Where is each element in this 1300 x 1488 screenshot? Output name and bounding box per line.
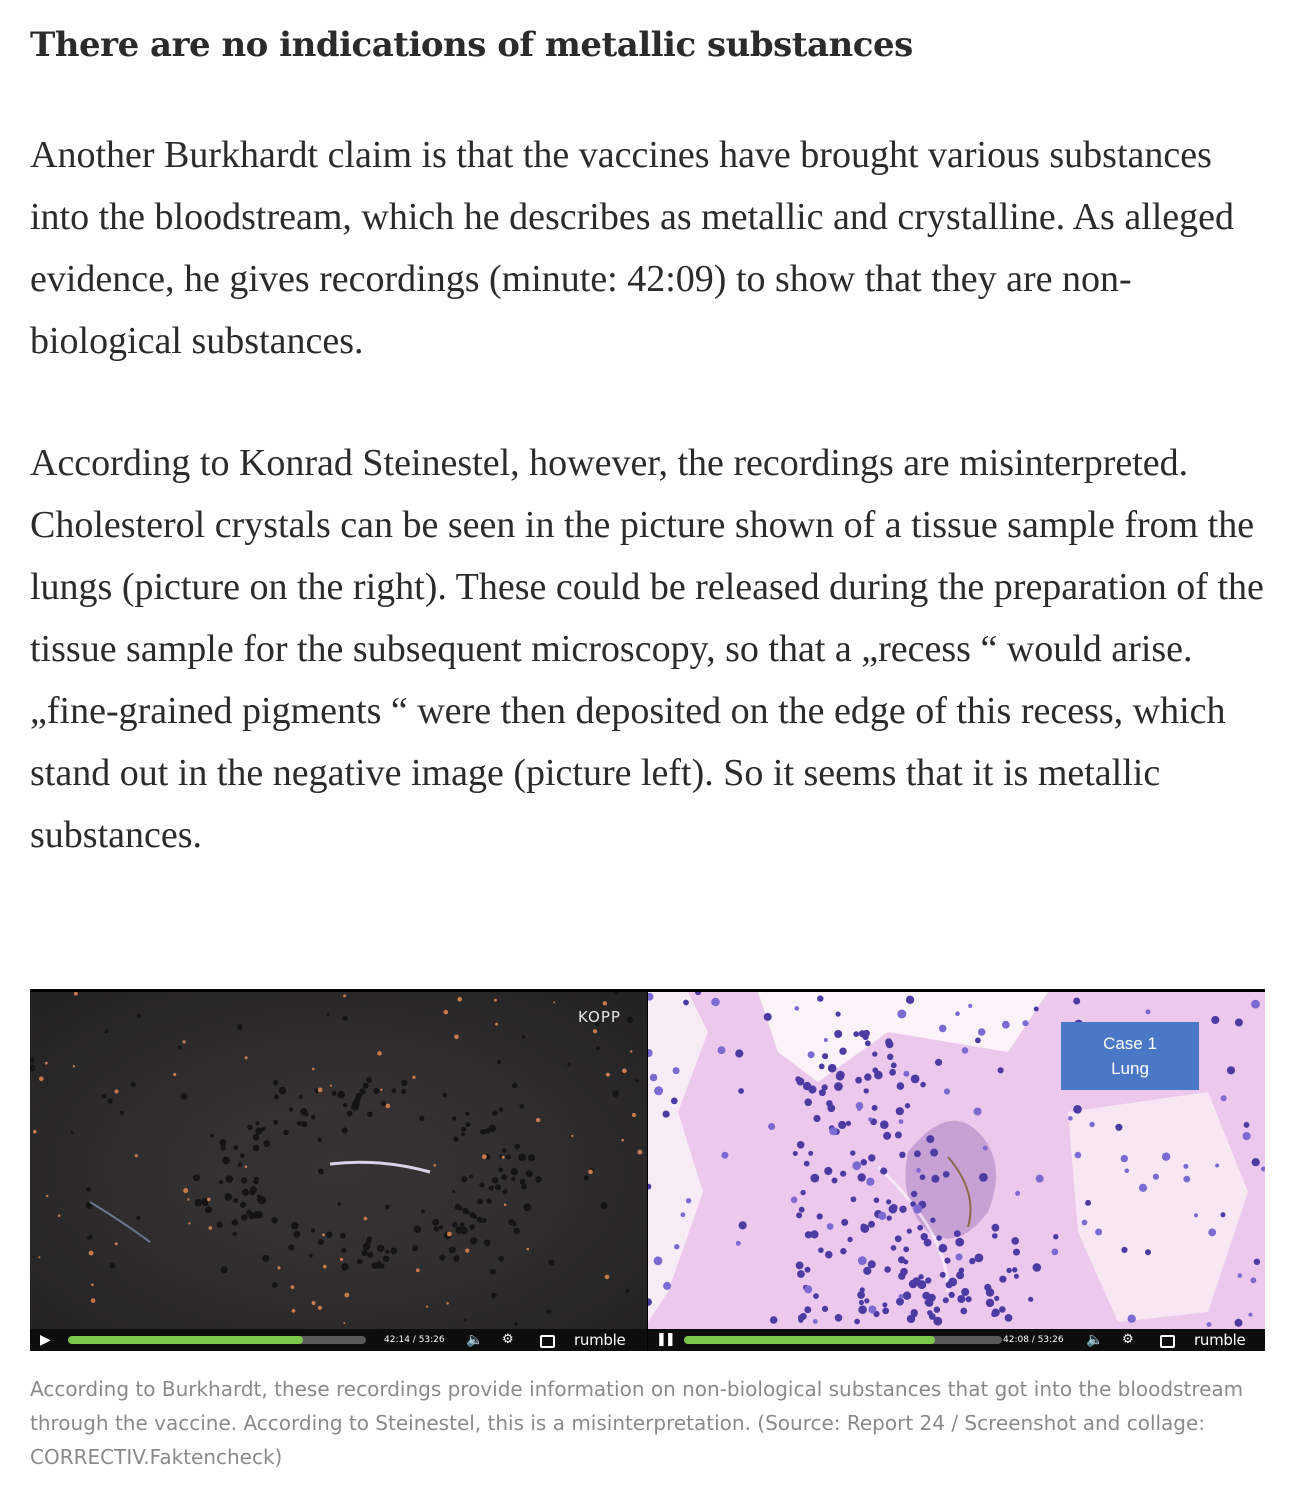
volume-icon[interactable]: 🔈 bbox=[1086, 1332, 1104, 1348]
video-collage-figure bbox=[30, 989, 1265, 1351]
left-video-player[interactable] bbox=[30, 992, 647, 1351]
rumble-logo[interactable]: rumble bbox=[1194, 1331, 1246, 1349]
play-icon[interactable]: ▶ bbox=[40, 1332, 51, 1348]
paragraph-2: According to Konrad Steinestel, however, the recordings are misinterpreted. Cholesterol crystals can be seen in the picture shown of a tissue sample from the lungs (picture on the right). These could be released during the preparation of the tissue sample for the subsequent microscopy, so that a „recess “ would arise. „fine-grained pigments “ were then deposited on the edge of this recess, which stand out in the negative image (picture left). So it seems that it is metallic substances. bbox=[30, 442, 1264, 856]
left-video-controls bbox=[30, 1329, 647, 1351]
right-time-display: 42:08 / 53:26 bbox=[1003, 1335, 1064, 1345]
section-heading: There are no indications of metallic substances bbox=[30, 25, 913, 65]
darkfield-microscopy-image bbox=[30, 992, 647, 1351]
paragraph-1: Another Burkhardt claim is that the vaccines have brought various substances into the bloodstream, which he describes as metallic and crystalline. As alleged evidence, he gives recordings (minute: 42:09) to show that they are non-biological substances. bbox=[30, 134, 1235, 362]
case-label-line2: Lung bbox=[1111, 1059, 1149, 1078]
pause-icon[interactable]: ❚❚ bbox=[656, 1332, 674, 1347]
settings-icon[interactable]: ⚙ bbox=[502, 1332, 514, 1347]
figure-caption: According to Burkhardt, these recordings provide information on non-biological substances that got into the bloodstream through the vaccine. According to Steinestel, this is a misinterpretation. (Source: Report 24 / Screenshot and collage: CORRECTIV.Faktencheck) bbox=[30, 1377, 1244, 1469]
right-progress-track[interactable] bbox=[684, 1336, 1002, 1344]
left-time-display: 42:14 / 53:26 bbox=[384, 1335, 445, 1345]
right-progress-fill bbox=[684, 1336, 935, 1344]
case-label-line1: Case 1 bbox=[1103, 1034, 1157, 1053]
kopp-watermark: KOPP bbox=[578, 1008, 621, 1026]
left-progress-fill bbox=[68, 1336, 303, 1344]
right-video-controls bbox=[648, 1329, 1265, 1351]
right-video-player[interactable] bbox=[648, 992, 1265, 1351]
case-label bbox=[1061, 1022, 1199, 1090]
fullscreen-icon[interactable] bbox=[540, 1335, 555, 1348]
fullscreen-icon[interactable] bbox=[1160, 1335, 1175, 1348]
rumble-logo[interactable]: rumble bbox=[574, 1331, 626, 1349]
volume-icon[interactable]: 🔈 bbox=[466, 1332, 484, 1348]
left-progress-track[interactable] bbox=[68, 1336, 366, 1344]
settings-icon[interactable]: ⚙ bbox=[1122, 1332, 1134, 1347]
